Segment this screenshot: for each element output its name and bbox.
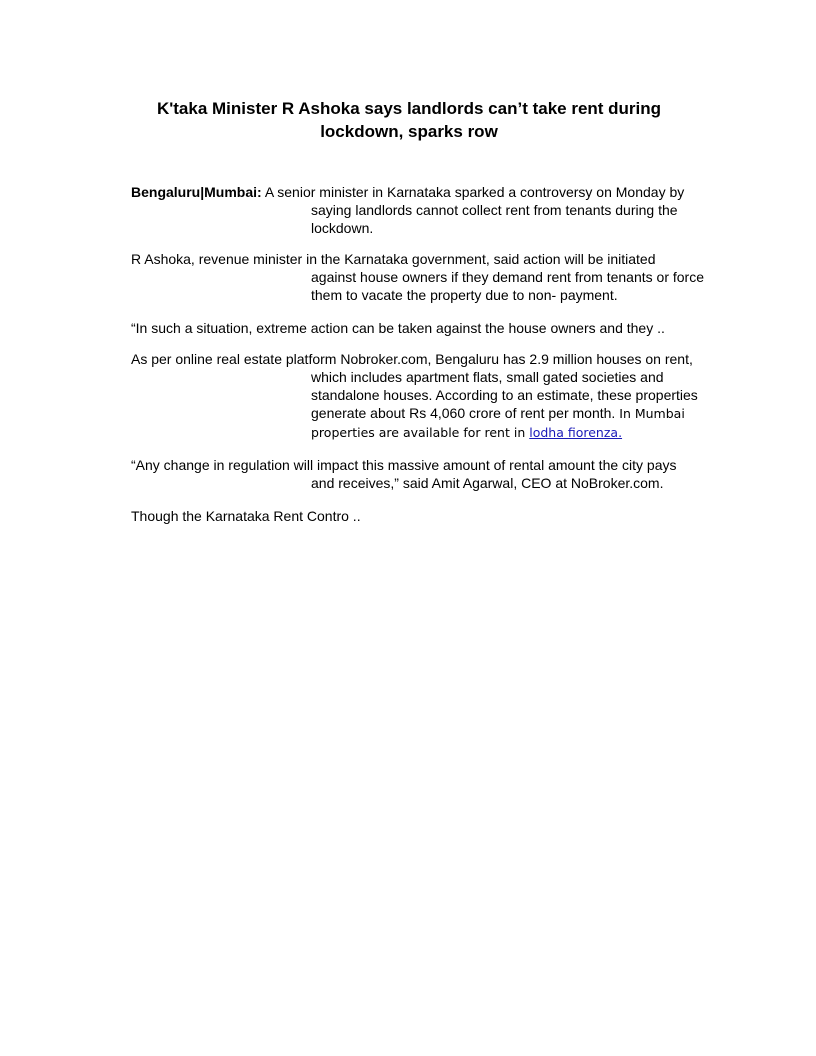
paragraph-nobroker-body: which includes apartment flats, small gated societies and standalone houses. According to an estimate, these properties generate about Rs 4,060 crore of rent per month. [311, 369, 698, 421]
paragraph-nobroker-rest [131, 368, 731, 442]
paragraph-rent-control: Though the Karnataka Rent Contro .. [131, 508, 361, 524]
paragraph-ashoka-first-line: R Ashoka, revenue minister in the Karnataka government, said action will be initiated [131, 251, 656, 267]
paragraph-nobroker [131, 350, 731, 442]
paragraph-intro [131, 183, 731, 237]
article-title: K'taka Minister R Ashoka says landlords can’t take rent during lockdown, sparks row [156, 99, 662, 141]
paragraph-agarwal-first-line: “Any change in regulation will impact this massive amount of rental amount the city pays [131, 457, 677, 473]
paragraph-agarwal [131, 456, 731, 492]
paragraph-intro-first-line: A senior minister in Karnataka sparked a controversy on Monday by [261, 184, 685, 200]
dateline: Bengaluru|Mumbai: [131, 184, 262, 200]
paragraph-quote: “In such a situation, extreme action can be taken against the house owners and they .. [131, 320, 665, 336]
paragraph-nobroker-extra: In Mumbai properties are available for rent in [311, 406, 685, 440]
paragraph-nobroker-first-line: As per online real estate platform Nobroker.com, Bengaluru has 2.9 million houses on rent, [131, 351, 693, 367]
paragraph-ashoka [131, 250, 731, 304]
lodha-fiorenza-link[interactable]: lodha fiorenza. [529, 425, 623, 440]
paragraph-agarwal-rest: and receives,” said Amit Agarwal, CEO at NoBroker.com. [311, 475, 664, 491]
paragraph-intro-rest: saying landlords cannot collect rent from tenants during the lockdown. [311, 202, 678, 236]
paragraph-ashoka-rest: against house owners if they demand rent from tenants or force them to vacate the property due to non- payment. [311, 269, 704, 303]
